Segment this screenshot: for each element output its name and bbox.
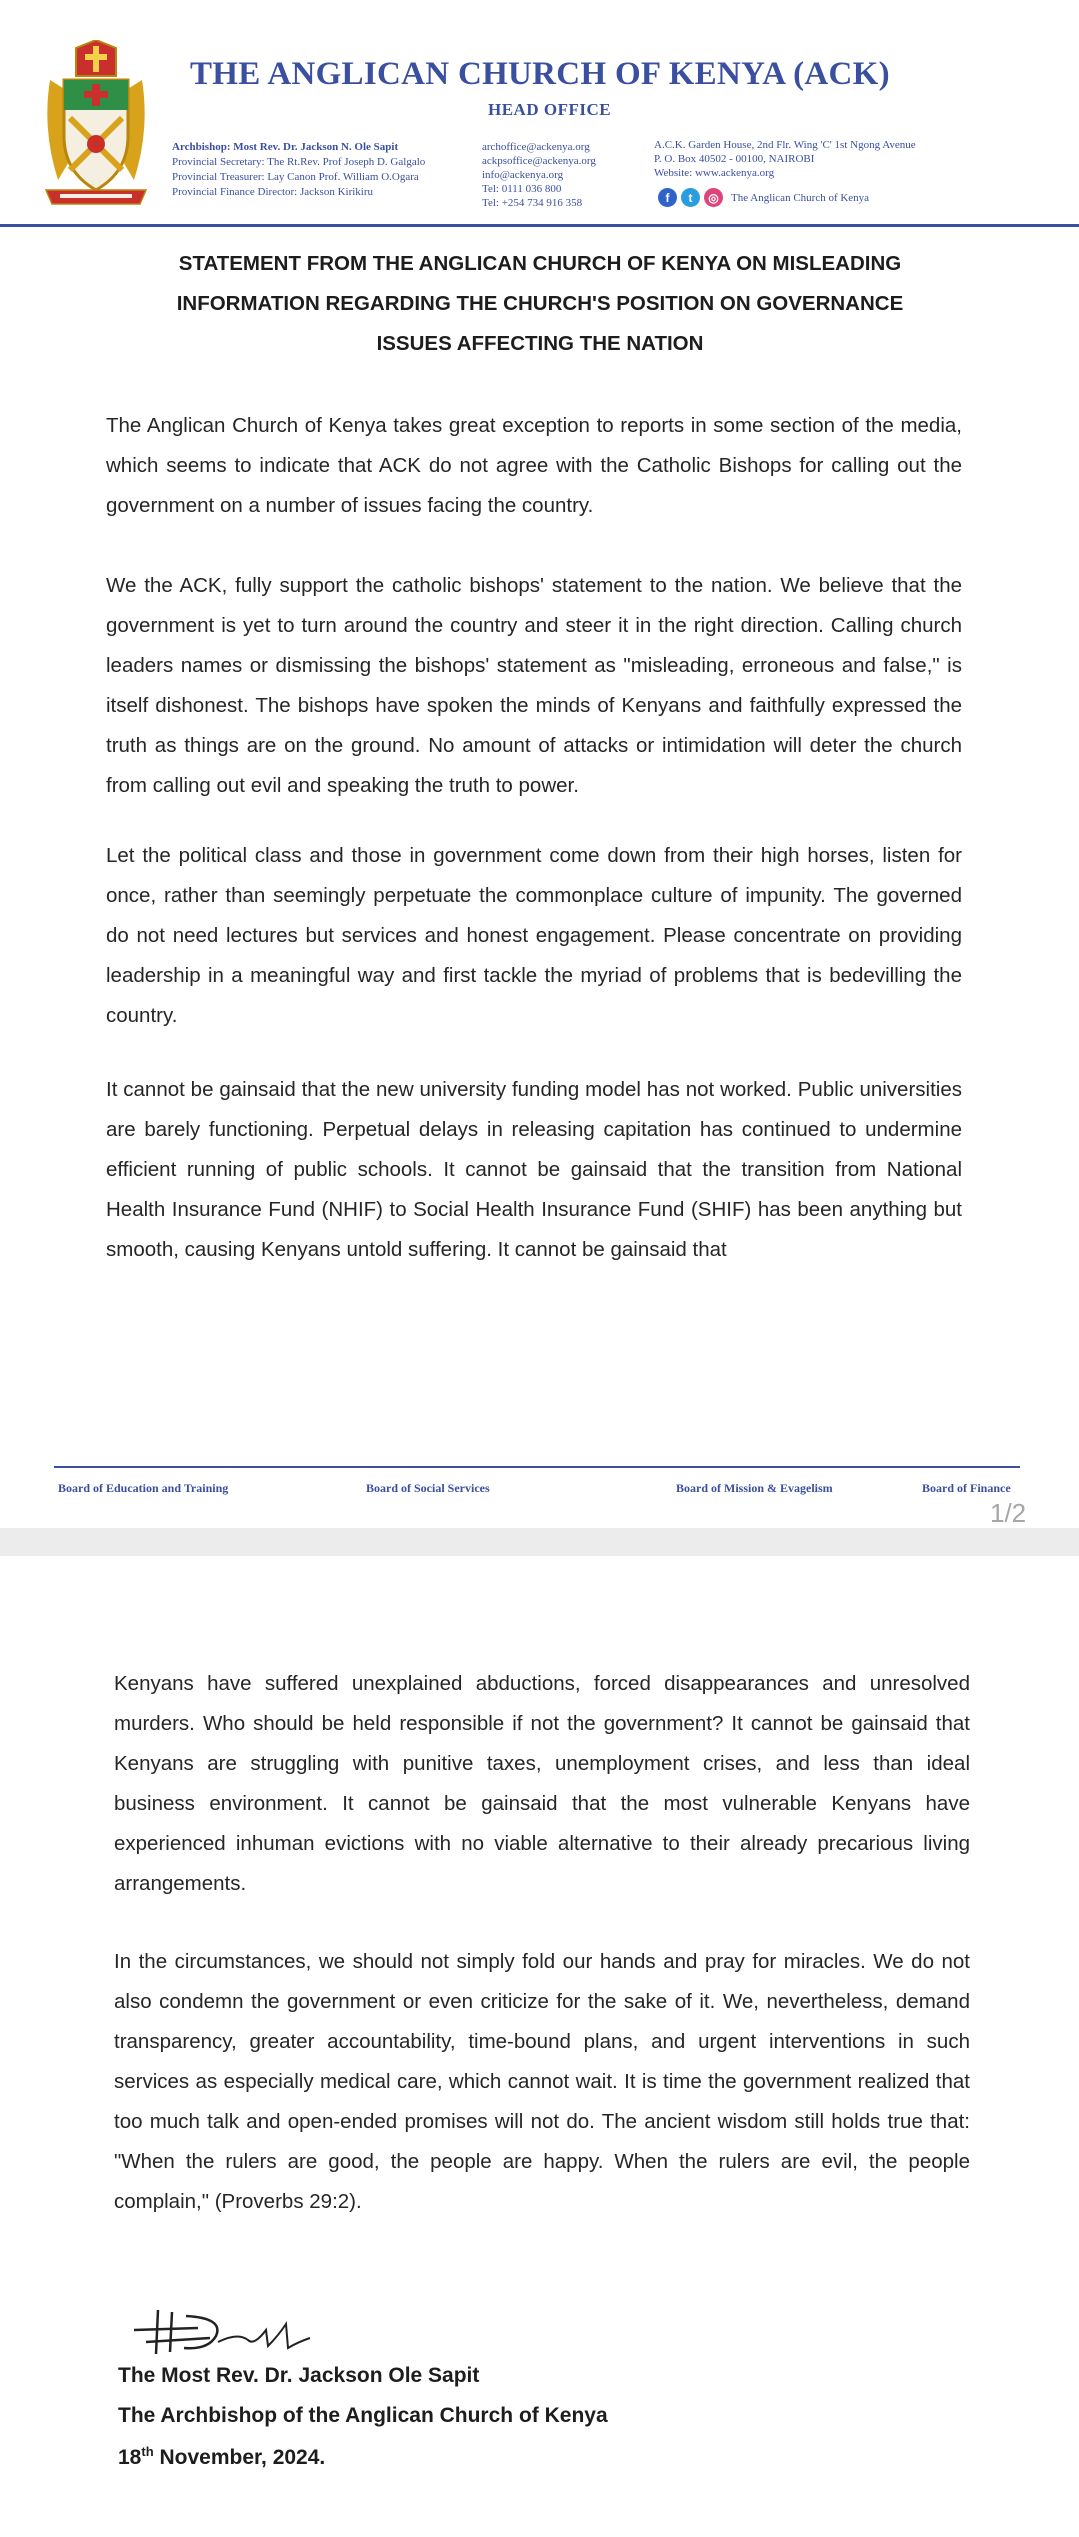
- signatory-title: The Archbishop of the Anglican Church of Kenya: [118, 2404, 608, 2427]
- postal-address: [654, 138, 916, 180]
- address-line-2: P. O. Box 40502 - 00100, NAIROBI: [654, 153, 815, 165]
- social-links: [658, 188, 869, 207]
- board-mission: Board of Mission & Evagelism: [676, 1481, 833, 1495]
- email-psoffice: ackpsoffice@ackenya.org: [482, 155, 596, 167]
- twitter-icon: t: [681, 188, 700, 207]
- paragraph-3: Let the political class and those in government come down from their high horses, listen for once, rather than seemingly perpetuate the commonplace culture of impunity. The governed do not need lectures but services and honest engagement. Please concentrate on providing leadership in a meaningful way and first tackle the myriad of problems that is bedevilling the country.: [106, 844, 962, 1027]
- page-indicator: 1/2: [990, 1498, 1027, 1528]
- email-archoffice: archoffice@ackenya.org: [482, 141, 590, 153]
- church-name-title: THE ANGLICAN CHURCH OF KENYA (ACK): [190, 56, 890, 92]
- officer-secretary: Provincial Secretary: The Rt.Rev. Prof Joseph D. Galgalo: [172, 156, 426, 168]
- officer-finance-director: Provincial Finance Director: Jackson Kirikiru: [172, 186, 374, 198]
- board-social-services: Board of Social Services: [366, 1481, 490, 1495]
- social-handle: The Anglican Church of Kenya: [731, 191, 870, 204]
- letterhead-divider: [0, 224, 1079, 227]
- statement-date: [118, 2444, 325, 2470]
- signatory-name: The Most Rev. Dr. Jackson Ole Sapit: [118, 2364, 480, 2387]
- document-page-2: [0, 1556, 1079, 2537]
- email-info: info@ackenya.org: [482, 169, 564, 181]
- paragraph-6: In the circumstances, we should not simply fold our hands and pray for miracles. We do not also condemn the government or even criticize for the sake of it. We, nevertheless, demand transparency, greater accountability, time-bound plans, and urgent interventions in such services as especially medical care, which cannot wait. It is time the government realized that too much talk and open-ended promises will not do. The ancient wisdom still holds true that: "When the rulers are good, the people are happy. When the rulers are evil, the people complain," (Proverbs 29:2).: [114, 1950, 970, 2213]
- instagram-icon: ◎: [704, 188, 723, 207]
- handwritten-signature: [128, 2302, 328, 2362]
- paragraph-4: It cannot be gainsaid that the new university funding model has not worked. Public universities are barely functioning. Perpetual delays in releasing capitation has continued to undermine efficient running of public schools. It cannot be gainsaid that the transition from National Health Insurance Fund (NHIF) to Social Health Insurance Fund (SHIF) has been anything but smooth, causing Kenyans untold suffering. It cannot be gainsaid that: [106, 1078, 962, 1261]
- facebook-icon: f: [658, 188, 677, 207]
- head-office-subtitle: HEAD OFFICE: [488, 100, 612, 119]
- paragraph-1: The Anglican Church of Kenya takes great exception to reports in some section of the media, which seems to indicate that ACK do not agree with the Catholic Bishops for calling out the government on a number of issues facing the country.: [106, 414, 962, 517]
- date-rest: November, 2024.: [153, 2446, 326, 2469]
- paragraph-5: Kenyans have suffered unexplained abductions, forced disappearances and unresolved murders. Who should be held responsible if not the government? It cannot be gainsaid that Kenyans are struggling with punitive taxes, unemployment crises, and less than ideal business environment. It cannot be gainsaid that the most vulnerable Kenyans have experienced inhuman evictions with no viable alternative to their already precarious living arrangements.: [114, 1672, 970, 1895]
- address-line-1: A.C.K. Garden House, 2nd Flr. Wing 'C' 1st Ngong Avenue: [654, 139, 916, 151]
- contact-list: [482, 140, 596, 210]
- website-line: Website: www.ackenya.org: [654, 167, 775, 179]
- church-crest-logo: [40, 40, 152, 210]
- date-day: 18: [118, 2446, 142, 2469]
- officers-list: [172, 140, 425, 200]
- paragraph-2: We the ACK, fully support the catholic bishops' statement to the nation. We believe that the government is yet to turn around the country and steer it in the right direction. Calling church leaders names or dismissing the bishops' statement as "misleading, erroneous and false," is itself dishonest. The bishops have spoken the minds of Kenyans and faithfully expressed the truth as things are on the ground. No amount of attacks or intimidation will deter the church from calling out evil and speaking the truth to power.: [106, 574, 962, 797]
- footer-divider: [54, 1466, 1020, 1468]
- heading-line-1: STATEMENT FROM THE ANGLICAN CHURCH OF KENYA ON MISLEADING: [178, 252, 902, 275]
- officer-treasurer: Provincial Treasurer: Lay Canon Prof. William O.Ogara: [172, 171, 419, 183]
- phone-1: Tel: 0111 036 800: [482, 183, 562, 195]
- statement-heading: [110, 244, 970, 364]
- page-gap: [0, 1528, 1079, 1556]
- officer-archbishop: Archbishop: Most Rev. Dr. Jackson N. Ole Sapit: [172, 141, 399, 153]
- board-education: Board of Education and Training: [58, 1481, 229, 1495]
- heading-line-3: ISSUES AFFECTING THE NATION: [376, 332, 704, 355]
- date-suffix: th: [141, 2444, 154, 2459]
- heading-line-2: INFORMATION REGARDING THE CHURCH'S POSITION ON GOVERNANCE: [176, 292, 904, 315]
- phone-2: Tel: +254 734 916 358: [482, 197, 583, 209]
- board-finance: Board of Finance: [922, 1481, 1011, 1495]
